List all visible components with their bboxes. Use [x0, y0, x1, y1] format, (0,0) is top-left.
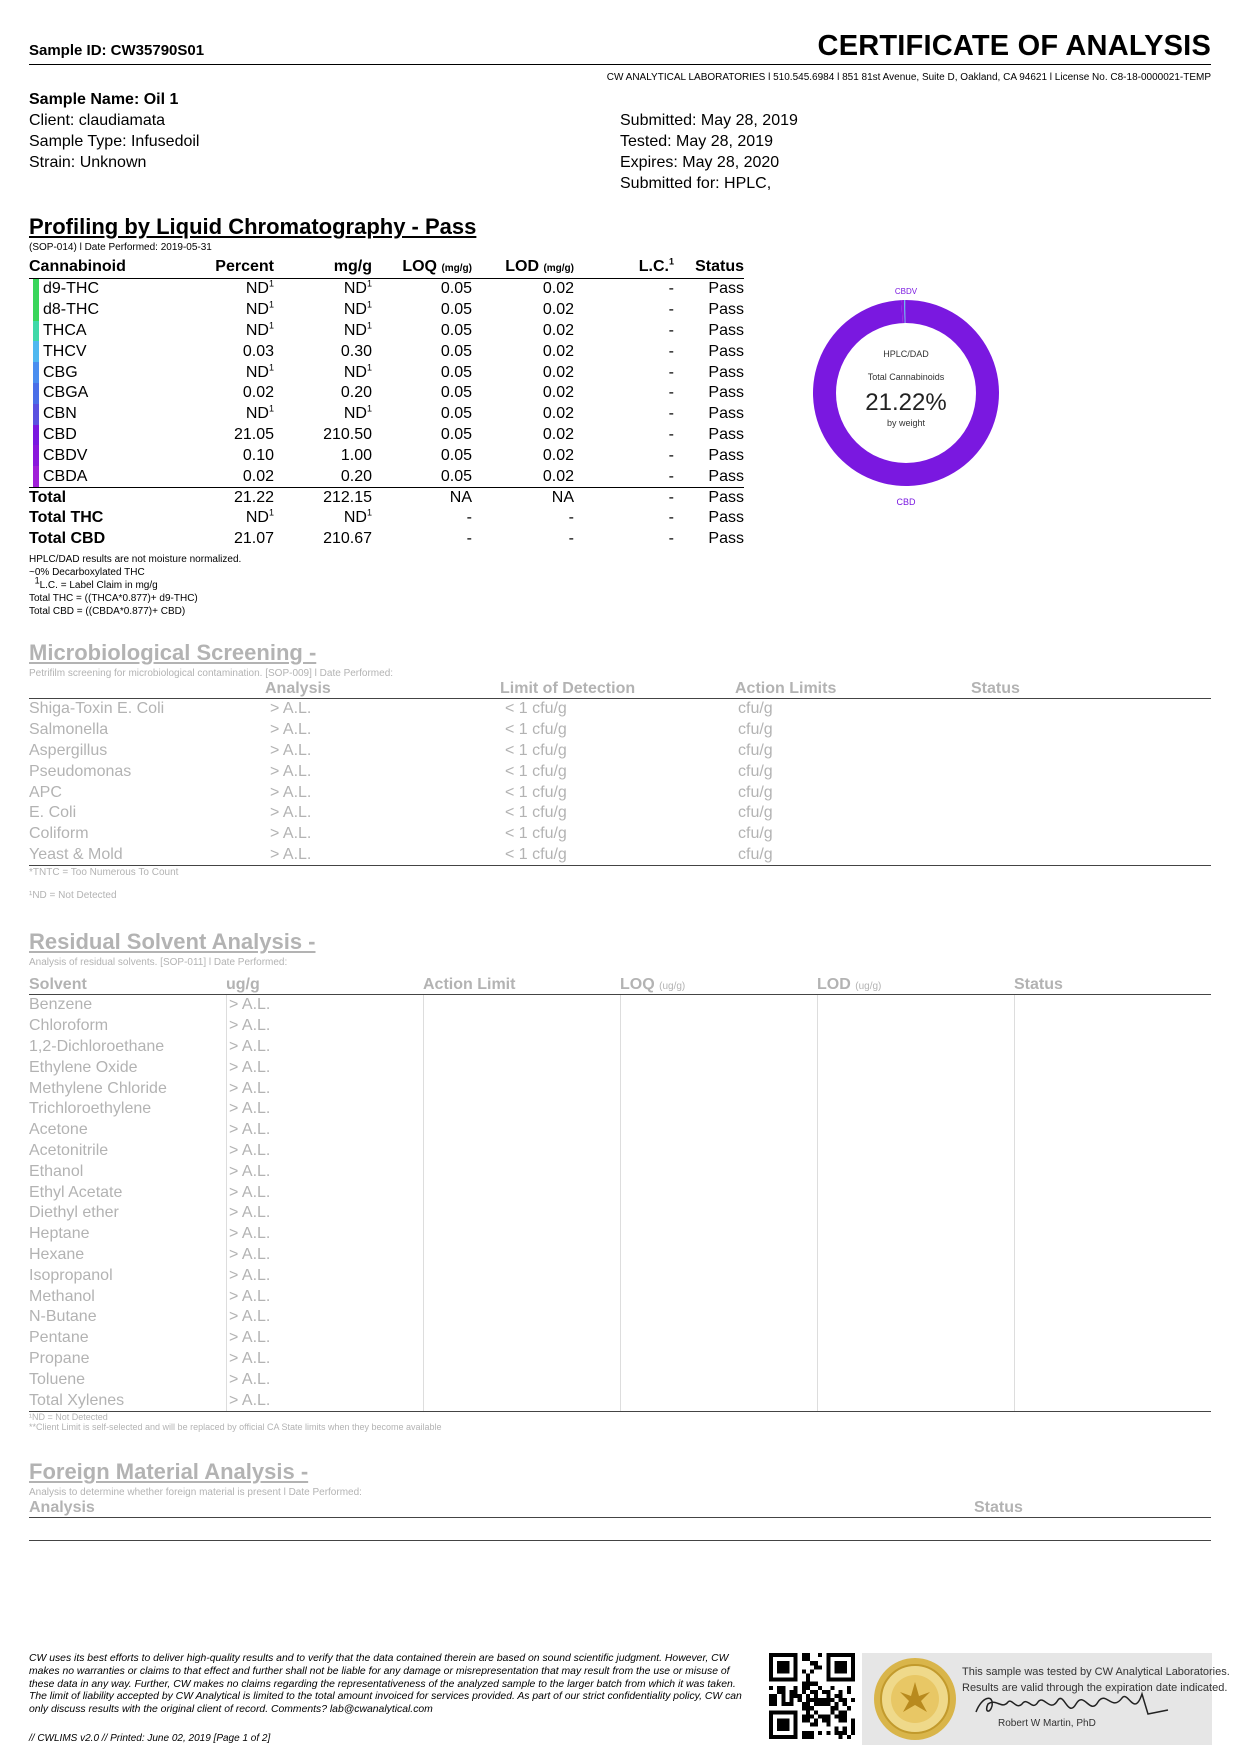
status-value: Pass: [708, 405, 744, 423]
lab-contact-line: CW ANALYTICAL LABORATORIES l 510.545.6984 l 851 81st Avenue, Suite D, Oakland, CA 94621 l License No. C8-18-0000021-TEMP: [606, 72, 1211, 83]
cannabinoid-name: Total: [29, 488, 67, 506]
disclaimer: CW uses its best efforts to deliver high-quality results and to verify that the data contained therein are based on sound scientific judgment. However, CW makes no warranties or claims to that effect and further shall not be liable for any damage or misrepresentation that may result from the use or misuse of these data in any way. Further, CW makes no claims regarding the representativeness of the analyzed sample to the larger batch from which it was taken. The limit of liability accepted by CW Analytical is limited to the total amount invoiced for services provided. As part of our strict confidentiality policy, CW can only discuss results with the original client of record. Comments? lab@cwanalytical.com: [29, 1653, 742, 1716]
loq-value: 0.05: [440, 384, 472, 402]
solvent-column-divider: [620, 995, 621, 1411]
solvent-ugg-value: > A.L.: [229, 1037, 271, 1055]
cannabinoid-name: d8-THC: [43, 301, 100, 319]
sample-name: Sample Name: Oil 1: [29, 91, 179, 108]
loq-value: 0.05: [440, 363, 472, 381]
potency-row: [29, 425, 744, 446]
status-value: Pass: [708, 342, 744, 360]
solvent-name: Diethyl ether: [29, 1204, 119, 1222]
signature-image: [972, 1688, 1172, 1722]
sample-id: Sample ID: CW35790S01: [29, 42, 205, 59]
micro-col-analysis: Analysis: [265, 680, 331, 697]
micro-row: [29, 824, 1211, 845]
solvent-ugg-value: > A.L.: [229, 1266, 271, 1284]
percent-value: 21.22: [233, 488, 274, 506]
micro-test-name: APC: [29, 783, 62, 801]
micro-action-limit: cfu/g: [738, 721, 773, 739]
solvent-col-ugg: ug/g: [226, 976, 260, 993]
potency-total-row: [29, 529, 744, 550]
solvent-ugg-value: > A.L.: [229, 1287, 271, 1305]
percent-value: $ND^1$: [245, 320, 274, 339]
solvent-col-status: Status: [1014, 976, 1063, 993]
mgg-value: $ND^1$: [343, 362, 372, 381]
potency-row: [29, 300, 744, 321]
status-value: Pass: [708, 363, 744, 381]
percent-value: 0.10: [242, 446, 274, 464]
status-value: Pass: [708, 425, 744, 443]
micro-row: [29, 741, 1211, 762]
micro-lod-value: < 1 cfu/g: [505, 762, 567, 780]
solvent-col-loq: LOQ (ug/g): [620, 976, 686, 993]
mgg-value: 0.20: [340, 467, 372, 485]
mgg-value: 210.50: [323, 425, 372, 443]
micro-test-name: Yeast & Mold: [29, 845, 123, 863]
document-title: CERTIFICATE OF ANALYSIS: [817, 30, 1211, 62]
micro-action-limit: cfu/g: [738, 804, 773, 822]
cannabinoid-color-swatch: [33, 445, 39, 466]
cannabinoid-name: CBGA: [43, 384, 89, 402]
solvent-ugg-value: > A.L.: [229, 1245, 271, 1263]
lod-value: NA: [551, 488, 574, 506]
solvent-col-lod: LOD (ug/g): [817, 976, 882, 993]
solvent-col-action-limit: Action Limit: [423, 976, 516, 993]
lc-value: -: [668, 363, 674, 381]
foreign-table-empty-row: [29, 1518, 1211, 1540]
micro-action-limit: cfu/g: [738, 783, 773, 801]
solvent-name: N-Butane: [29, 1308, 97, 1326]
potency-table-header: [29, 255, 744, 279]
solvent-name: Hexane: [29, 1245, 85, 1263]
percent-value: 21.05: [233, 425, 274, 443]
solvent-ugg-value: > A.L.: [229, 996, 271, 1014]
micro-table-header: [29, 679, 1211, 699]
mgg-value: 212.15: [323, 488, 372, 506]
mgg-value: 210.67: [323, 529, 372, 547]
potency-table: [29, 255, 744, 549]
lc-value: -: [668, 301, 674, 319]
solvent-name: Toluene: [29, 1370, 86, 1388]
donut-label-total: Total Cannabinoids: [867, 372, 945, 382]
status-value: Pass: [708, 509, 744, 527]
potency-total-row: [29, 508, 744, 529]
solvent-ugg-value: > A.L.: [229, 1121, 271, 1139]
potency-row: [29, 362, 744, 383]
solvent-ugg-value: > A.L.: [229, 1183, 271, 1201]
note-decarb: ~0% Decarboxylated THC: [29, 567, 145, 578]
donut-bottom-label: CBD: [896, 497, 916, 507]
solvent-column-divider: [423, 995, 424, 1411]
micro-col-lod: Limit of Detection: [500, 680, 636, 697]
status-value: Pass: [708, 321, 744, 339]
mgg-value: $ND^1$: [343, 403, 372, 423]
micro-test-name: Aspergillus: [29, 741, 108, 759]
seal-line-2: Results are valid through the expiration date indicated.: [962, 1682, 1228, 1694]
loq-value: 0.05: [440, 342, 472, 360]
lc-value: -: [668, 529, 674, 547]
mgg-value: $ND^1$: [343, 299, 372, 319]
lc-value: -: [668, 446, 674, 464]
sample-type: Sample Type: Infusedoil: [29, 133, 200, 150]
lod-value: 0.02: [542, 321, 574, 339]
lc-value: -: [668, 488, 674, 506]
micro-action-limit: cfu/g: [738, 825, 773, 843]
solvent-table-body: [29, 995, 1211, 1411]
potency-totals: [29, 487, 744, 549]
cannabinoid-name: CBG: [43, 363, 78, 381]
solvent-note-limit: **Client Limit is self-selected and will be replaced by official CA State limits when they become available: [29, 1421, 442, 1432]
lc-value: -: [668, 321, 674, 339]
loq-value: 0.05: [440, 467, 472, 485]
strain: Strain: Unknown: [29, 154, 147, 171]
potency-total-row: [29, 487, 744, 508]
foreign-table-header: [29, 1498, 1211, 1518]
cannabinoid-name: Total THC: [29, 509, 104, 527]
micro-lod-value: < 1 cfu/g: [505, 741, 567, 759]
col-percent: Percent: [215, 257, 274, 275]
donut-center-value: 21.22%: [865, 389, 947, 416]
potency-subtitle: (SOP-014) l Date Performed: 2019-05-31: [29, 242, 212, 253]
micro-col-status: Status: [971, 680, 1020, 697]
solvent-name: Propane: [29, 1349, 90, 1367]
donut-top-label: CBDV: [894, 287, 918, 296]
note-lc: $^1$L.C. = Label Claim in mg/g: [34, 575, 158, 591]
solvent-title: Residual Solvent Analysis -: [29, 929, 316, 954]
status-value: Pass: [708, 467, 744, 485]
mgg-value: 0.20: [340, 384, 372, 402]
cannabinoid-color-swatch: [33, 425, 39, 446]
solvent-name: Ethylene Oxide: [29, 1058, 138, 1076]
cannabinoid-color-swatch: [33, 341, 39, 362]
cannabinoid-name: d9-THC: [43, 280, 100, 298]
micro-row: [29, 699, 1211, 720]
mgg-value: $ND^1$: [343, 320, 372, 339]
potency-notes: [29, 553, 241, 618]
mgg-value: $ND^1$: [343, 279, 372, 298]
percent-value: 0.02: [242, 467, 274, 485]
lc-value: -: [668, 467, 674, 485]
loq-value: -: [466, 529, 472, 547]
header-divider: [29, 64, 1211, 65]
lod-value: 0.02: [542, 467, 574, 485]
col-cannabinoid: Cannabinoid: [29, 257, 126, 275]
micro-test-name: Shiga-Toxin E. Coli: [29, 700, 165, 718]
solvent-ugg-value: > A.L.: [229, 1391, 271, 1409]
gold-seal-icon: [872, 1656, 958, 1742]
status-value: Pass: [708, 529, 744, 547]
solvent-ugg-value: > A.L.: [229, 1017, 271, 1035]
micro-title: Microbiological Screening -: [29, 640, 317, 665]
solvent-column-divider: [1014, 995, 1015, 1411]
solvent-name: Acetone: [29, 1121, 88, 1139]
percent-value: $ND^1$: [245, 403, 274, 423]
potency-title: Profiling by Liquid Chromatography - Pass: [29, 214, 477, 239]
signer-name: Robert W Martin, PhD: [998, 1718, 1096, 1729]
lod-value: 0.02: [542, 363, 574, 381]
percent-value: 0.03: [242, 342, 274, 360]
donut-label-method: HPLC/DAD: [883, 349, 929, 359]
solvent-name: Ethyl Acetate: [29, 1183, 123, 1201]
solvent-ugg-value: > A.L.: [229, 1204, 271, 1222]
micro-analysis-value: > A.L.: [270, 845, 312, 863]
micro-lod-value: < 1 cfu/g: [505, 700, 567, 718]
micro-row: [29, 761, 1211, 782]
mgg-value: $ND^1$: [343, 507, 372, 527]
potency-row: [29, 279, 744, 300]
solvent-name: Benzene: [29, 996, 93, 1014]
solvent-ugg-value: > A.L.: [229, 1141, 271, 1159]
loq-value: -: [466, 509, 472, 527]
solvent-name: Trichloroethylene: [29, 1100, 152, 1118]
micro-note-tntc: *TNTC = Too Numerous To Count: [29, 867, 179, 879]
tested-date: Tested: May 28, 2019: [620, 133, 773, 150]
potency-row: [29, 321, 744, 342]
micro-analysis-value: > A.L.: [270, 721, 312, 739]
micro-subtitle: Petrifilm screening for microbiological contamination. [SOP-009] l Date Performed:: [29, 668, 394, 679]
solvent-ugg-value: > A.L.: [229, 1162, 271, 1180]
loq-value: NA: [449, 488, 472, 506]
cannabinoid-name: CBD: [43, 425, 77, 443]
col-lod: LOD (mg/g): [505, 257, 574, 275]
solvent-ugg-value: > A.L.: [229, 1329, 271, 1347]
micro-row: [29, 803, 1211, 824]
submitted-date: Submitted: May 28, 2019: [620, 112, 798, 129]
solvent-name: Isopropanol: [29, 1266, 113, 1284]
micro-col-action-limits: Action Limits: [735, 680, 837, 697]
micro-analysis-value: > A.L.: [270, 783, 312, 801]
col-mgg: mg/g: [333, 257, 372, 275]
lod-value: 0.02: [542, 280, 574, 298]
lod-value: 0.02: [542, 342, 574, 360]
solvent-ugg-value: > A.L.: [229, 1370, 271, 1388]
micro-lod-value: < 1 cfu/g: [505, 804, 567, 822]
micro-row: [29, 720, 1211, 741]
percent-value: $ND^1$: [245, 299, 274, 319]
mgg-value: 0.30: [340, 342, 372, 360]
solvent-note-nd: ¹ND = Not Detected: [29, 1411, 108, 1422]
note-total-thc: Total THC = ((THCA*0.877)+ d9-THC): [29, 593, 198, 604]
lc-value: -: [668, 425, 674, 443]
qr-code: [769, 1653, 855, 1739]
solvent-table: [29, 975, 1211, 1432]
micro-analysis-value: > A.L.: [270, 804, 312, 822]
loq-value: 0.05: [440, 405, 472, 423]
micro-lod-value: < 1 cfu/g: [505, 721, 567, 739]
seal-line-1: This sample was tested by CW Analytical Laboratories.: [962, 1666, 1230, 1678]
cannabinoid-name: Total CBD: [29, 529, 106, 547]
status-value: Pass: [708, 488, 744, 506]
micro-analysis-value: > A.L.: [270, 741, 312, 759]
foreign-col-analysis: Analysis: [29, 1499, 95, 1516]
solvent-col-solvent: Solvent: [29, 976, 87, 993]
foreign-subtitle: Analysis to determine whether foreign material is present l Date Performed:: [29, 1487, 362, 1498]
micro-lod-value: < 1 cfu/g: [505, 845, 567, 863]
foreign-header: [29, 1459, 362, 1498]
solvent-header: [29, 929, 316, 968]
percent-value: $ND^1$: [245, 507, 274, 527]
micro-analysis-value: > A.L.: [270, 762, 312, 780]
micro-lod-value: < 1 cfu/g: [505, 783, 567, 801]
solvent-name: Methanol: [29, 1287, 95, 1305]
cannabinoid-name: THCA: [43, 321, 87, 339]
micro-test-name: Pseudomonas: [29, 762, 132, 780]
cannabinoid-donut-chart: [806, 280, 1006, 510]
solvent-column-divider: [817, 995, 818, 1411]
solvent-name: 1,2-Dichloroethane: [29, 1037, 165, 1055]
solvent-name: Acetonitrile: [29, 1141, 109, 1159]
solvent-subtitle: Analysis of residual solvents. [SOP-011] l Date Performed:: [29, 957, 288, 968]
micro-lod-value: < 1 cfu/g: [505, 825, 567, 843]
note-total-cbd: Total CBD = ((CBDA*0.877)+ CBD): [29, 606, 186, 617]
cannabinoid-name: CBDV: [43, 446, 88, 464]
potency-row: [29, 341, 744, 362]
micro-table-footer: [29, 865, 1211, 866]
loq-value: 0.05: [440, 321, 472, 339]
micro-note-nd: ¹ND = Not Detected: [29, 890, 117, 902]
cannabinoid-color-swatch: [33, 404, 39, 425]
lc-value: -: [668, 509, 674, 527]
status-value: Pass: [708, 301, 744, 319]
lod-value: -: [568, 509, 574, 527]
lc-value: -: [668, 384, 674, 402]
cannabinoid-color-swatch: [33, 279, 39, 300]
solvent-ugg-value: > A.L.: [229, 1100, 271, 1118]
col-loq: LOQ (mg/g): [402, 257, 472, 275]
cannabinoid-color-swatch: [33, 321, 39, 342]
lc-value: -: [668, 405, 674, 423]
lod-value: 0.02: [542, 384, 574, 402]
potency-row: [29, 383, 744, 404]
cannabinoid-color-swatch: [33, 466, 39, 487]
cannabinoid-name: CBN: [43, 405, 77, 423]
solvent-ugg-value: > A.L.: [229, 1058, 271, 1076]
potency-row: [29, 404, 744, 425]
expires-date: Expires: May 28, 2020: [620, 154, 780, 171]
micro-action-limit: cfu/g: [738, 741, 773, 759]
cannabinoid-color-swatch: [33, 362, 39, 383]
donut-label-weight: by weight: [886, 418, 926, 428]
lc-value: -: [668, 342, 674, 360]
status-value: Pass: [708, 384, 744, 402]
sample-info-right: [620, 110, 798, 194]
solvent-name: Methylene Chloride: [29, 1079, 167, 1097]
foreign-table: [29, 1498, 1211, 1562]
foreign-table-footer: [29, 1540, 1211, 1562]
foreign-title: Foreign Material Analysis -: [29, 1459, 309, 1484]
potency-row: [29, 445, 744, 466]
lod-value: 0.02: [542, 446, 574, 464]
micro-action-limit: cfu/g: [738, 700, 773, 718]
lod-value: 0.02: [542, 405, 574, 423]
micro-action-limit: cfu/g: [738, 845, 773, 863]
loq-value: 0.05: [440, 280, 472, 298]
solvent-ugg-value: > A.L.: [229, 1308, 271, 1326]
lc-value: -: [668, 280, 674, 298]
percent-value: 21.07: [233, 529, 274, 547]
solvent-table-header: [29, 975, 1211, 995]
micro-test-name: E. Coli: [29, 804, 77, 822]
micro-test-name: Salmonella: [29, 721, 109, 739]
cannabinoid-color-swatch: [33, 300, 39, 321]
micro-action-limit: cfu/g: [738, 762, 773, 780]
micro-test-name: Coliform: [29, 825, 89, 843]
foreign-col-status: Status: [974, 1499, 1023, 1516]
micro-analysis-value: > A.L.: [270, 825, 312, 843]
lod-value: -: [568, 529, 574, 547]
micro-table: [29, 679, 1211, 901]
solvent-name: Heptane: [29, 1225, 90, 1243]
micro-table-body: [29, 699, 1211, 865]
solvent-name: Chloroform: [29, 1017, 109, 1035]
col-status: Status: [695, 257, 744, 275]
potency-row: [29, 466, 744, 487]
loq-value: 0.05: [440, 446, 472, 464]
potency-header: [29, 214, 476, 253]
percent-value: $ND^1$: [245, 362, 274, 381]
solvent-ugg-value: > A.L.: [229, 1079, 271, 1097]
solvent-column-divider: [226, 995, 227, 1411]
micro-row: [29, 845, 1211, 866]
status-value: Pass: [708, 280, 744, 298]
status-value: Pass: [708, 446, 744, 464]
lod-value: 0.02: [542, 301, 574, 319]
loq-value: 0.05: [440, 425, 472, 443]
solvent-ugg-value: > A.L.: [229, 1349, 271, 1367]
client: Client: claudiamata: [29, 112, 166, 129]
solvent-ugg-value: > A.L.: [229, 1225, 271, 1243]
note-moisture: HPLC/DAD results are not moisture normalized.: [29, 554, 242, 565]
lod-value: 0.02: [542, 425, 574, 443]
solvent-name: Total Xylenes: [29, 1391, 125, 1409]
micro-header: [29, 640, 393, 679]
sample-info-left: [29, 89, 199, 173]
cannabinoid-name: CBDA: [43, 467, 88, 485]
mgg-value: 1.00: [340, 446, 372, 464]
cannabinoid-name: THCV: [43, 342, 87, 360]
percent-value: $ND^1$: [245, 279, 274, 298]
cannabinoid-color-swatch: [33, 383, 39, 404]
loq-value: 0.05: [440, 301, 472, 319]
percent-value: 0.02: [242, 384, 274, 402]
micro-analysis-value: > A.L.: [270, 700, 312, 718]
micro-row: [29, 782, 1211, 803]
col-lc: L.C.$^1$: [638, 256, 674, 275]
solvent-name: Pentane: [29, 1329, 89, 1347]
potency-table-body: [29, 279, 744, 487]
submitted-for: Submitted for: HPLC,: [620, 175, 772, 192]
print-info: // CWLIMS v2.0 // Printed: June 02, 2019 [Page 1 of 2]: [29, 1733, 271, 1744]
solvent-name: Ethanol: [29, 1162, 84, 1180]
